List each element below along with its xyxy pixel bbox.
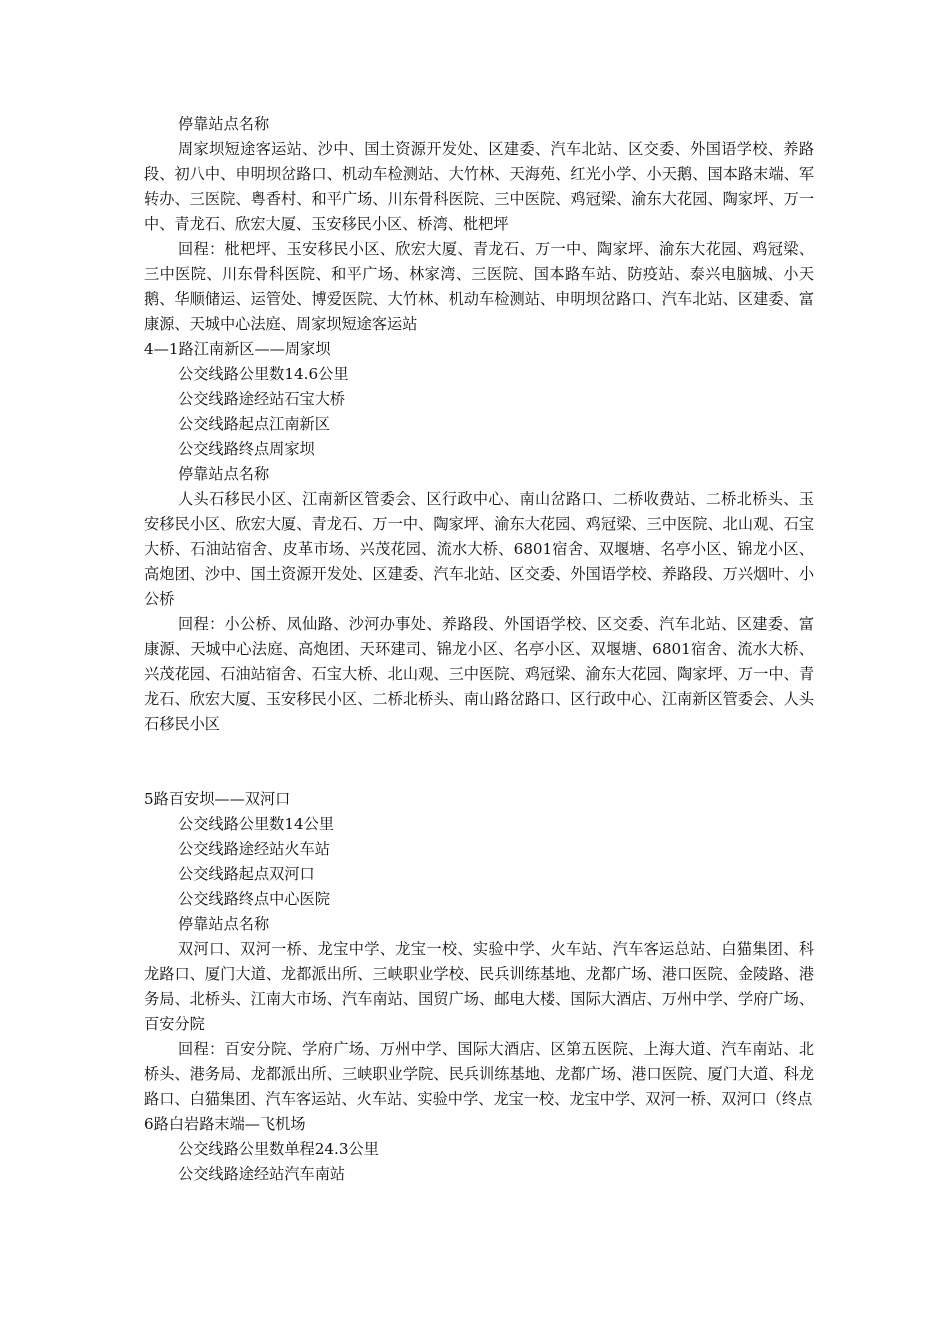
route3-stops-heading: 停靠站点名称 bbox=[178, 115, 270, 133]
route5-via: 公交线路途经站火车站 bbox=[178, 840, 330, 858]
route4-1-start: 公交线路起点江南新区 bbox=[178, 415, 330, 433]
route3-outbound-stops: 周家坝短途客运站、沙中、国土资源开发处、区建委、汽车北站、区交委、外国语学校、养路段、初八中、申明坝岔路口、机动车检测站、大竹林、天海苑、红光小学、小天鹅、国本路末端、军转办、三医院、粤香村、和平广场、川东骨科医院、三中医院、鸡冠梁、渝东大花园、陶家坪、万一中、青龙石、欣宏大厦、玉安移民小区、桥湾、枇杷坪 bbox=[144, 140, 814, 233]
section-spacer bbox=[144, 737, 814, 787]
route5-stops-heading: 停靠站点名称 bbox=[178, 915, 270, 933]
route4-1-stops-heading: 停靠站点名称 bbox=[178, 465, 270, 483]
route4-1-title: 4—1路江南新区——周家坝 bbox=[144, 340, 331, 358]
route4-1-distance: 公交线路公里数14.6公里 bbox=[178, 365, 349, 383]
route6-title: 6路白岩路末端—飞机场 bbox=[144, 1115, 306, 1133]
route5-title: 5路百安坝——双河口 bbox=[144, 790, 291, 808]
route5-start: 公交线路起点双河口 bbox=[178, 865, 315, 883]
route3-return-stops: 回程：枇杷坪、玉安移民小区、欣宏大厦、青龙石、万一中、陶家坪、渝东大花园、鸡冠梁、三中医院、川东骨科医院、和平广场、林家湾、三医院、国本路车站、防疫站、泰兴电脑城、小天鹅、华顺储运、运管处、博爱医院、大竹林、机动车检测站、申明坝岔路口、汽车北站、区建委、富康源、天城中心法庭、周家坝短途客运站 bbox=[144, 240, 814, 333]
document-page bbox=[144, 112, 814, 1187]
route6-via: 公交线路途经站汽车南站 bbox=[178, 1165, 346, 1183]
route5-distance: 公交线路公里数14公里 bbox=[178, 815, 335, 833]
route5-outbound-stops: 双河口、双河一桥、龙宝中学、龙宝一校、实验中学、火车站、汽车客运总站、白猫集团、科龙路口、厦门大道、龙都派出所、三峡职业学校、民兵训练基地、龙都广场、港口医院、金陵路、港务局、北桥头、江南大市场、汽车南站、国贸广场、邮电大楼、国际大酒店、万州中学、学府广场、百安分院 bbox=[144, 940, 814, 1033]
route4-1-return-stops: 回程：小公桥、凤仙路、沙河办事处、养路段、外国语学校、区交委、汽车北站、区建委、富康源、天城中心法庭、高炮团、天环建司、锦龙小区、名亭小区、双堰塘、6801宿舍、流水大桥、兴茂花园、石油站宿舍、石宝大桥、北山观、三中医院、鸡冠梁、渝东大花园、陶家坪、万一中、青龙石、欣宏大厦、玉安移民小区、二桥北桥头、南山路岔路口、区行政中心、江南新区管委会、人头石移民小区 bbox=[144, 615, 814, 733]
route6-distance: 公交线路公里数单程24.3公里 bbox=[178, 1140, 379, 1158]
route4-1-outbound-stops: 人头石移民小区、江南新区管委会、区行政中心、南山岔路口、二桥收费站、二桥北桥头、玉安移民小区、欣宏大厦、青龙石、万一中、陶家坪、渝东大花园、鸡冠梁、三中医院、北山观、石宝大桥、石油站宿舍、皮革市场、兴茂花园、流水大桥、6801宿舍、双堰塘、名亭小区、锦龙小区、高炮团、沙中、国土资源开发处、区建委、汽车北站、区交委、外国语学校、养路段、万兴烟叶、小公桥 bbox=[144, 490, 814, 608]
route4-1-via: 公交线路途经站石宝大桥 bbox=[178, 390, 346, 408]
route4-1-end: 公交线路终点周家坝 bbox=[178, 440, 315, 458]
route5-end: 公交线路终点中心医院 bbox=[178, 890, 330, 908]
route5-return-stops: 回程：百安分院、学府广场、万州中学、国际大酒店、区第五医院、上海大道、汽车南站、北桥头、港务局、龙都派出所、三峡职业学院、民兵训练基地、龙都广场、港口医院、厦门大道、科龙路口、白猫集团、汽车客运站、火车站、实验中学、龙宝一校、龙宝中学、双河一桥、双河口（终点 bbox=[144, 1040, 814, 1108]
